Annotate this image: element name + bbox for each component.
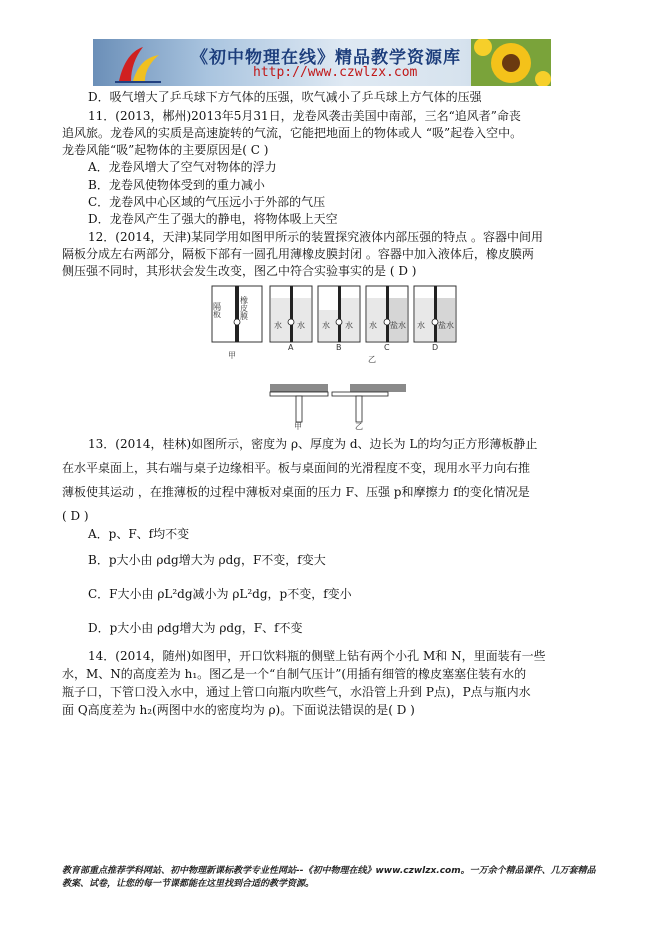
question-13-answer: ( D ) bbox=[62, 509, 89, 523]
figure-12-jia bbox=[212, 286, 262, 360]
question-14-line1: 14．(2014，随州)如图甲，开口饮料瓶的侧壁上钻有两个小孔 M和 N，里面装有一些 bbox=[88, 649, 546, 663]
option-c-q11: C．龙卷风中心区域的气压远小于外部的气压 bbox=[88, 195, 326, 209]
figure-12-option-b bbox=[318, 286, 360, 352]
banner-url[interactable]: http://www.czwlzx.com bbox=[253, 65, 418, 80]
question-12-line3: 侧压强不同时，其形状会发生改变，图乙中符合实验事实的是 ( D ) bbox=[62, 264, 417, 278]
label-water-a1: 水 bbox=[274, 321, 282, 330]
caption-13-yi: 乙 bbox=[355, 422, 363, 430]
question-12-line1: 12．(2014，天津)某同学用如图甲所示的装置探究液体内部压强的特点 。容器中间用 bbox=[88, 230, 543, 244]
option-d-q10: D．吸气增大了乒乓球下方气体的压强，吹气减小了乒乓球上方气体的压强 bbox=[88, 90, 482, 104]
label-salt-water-c: 盐水 bbox=[390, 321, 406, 330]
label-water-c: 水 bbox=[369, 321, 377, 330]
label-water-a2: 水 bbox=[297, 321, 305, 330]
header-banner bbox=[93, 39, 551, 86]
question-13-line2: 在水平桌面上，其右端与桌子边缘相平。板与桌面间的光滑程度不变，现用水平力向右推 bbox=[62, 461, 531, 475]
figure-12-option-a bbox=[270, 286, 312, 352]
option-d-q11: D．龙卷风产生了强大的静电，将物体吸上天空 bbox=[88, 212, 338, 226]
label-rubber-membrane: 橡皮膜 bbox=[239, 296, 249, 320]
label-salt-water-d: 盐水 bbox=[438, 321, 454, 330]
question-12-line2: 隔板分成左右两部分，隔板下部有一圆孔用薄橡皮膜封闭 。容器中加入液体后，橡皮膜两 bbox=[62, 247, 534, 261]
page-footer: 教育部重点推荐学科网站、初中物理新课标教学专业性网站--《初中物理在线》www.czwlzx.com。一万余个精品课件、几万套精品教案、试卷，让您的每一节课都能在这里找到合适的教学资源。 bbox=[62, 866, 596, 889]
question-11-line2: 追风旅。龙卷风的实质是高速旋转的气流，它能把地面上的物体或人 “吸”起卷入空中。 bbox=[62, 126, 523, 140]
label-b: B bbox=[336, 343, 342, 352]
label-partition: 隔板 bbox=[212, 302, 222, 318]
question-11-line1: 11．(2013，郴州)2013年5月31日，龙卷风袭击美国中南部，三名“追风者”命丧 bbox=[88, 109, 521, 123]
label-water-b1: 水 bbox=[322, 321, 330, 330]
option-b-q11: B．龙卷风使物体受到的重力减小 bbox=[88, 178, 265, 192]
question-14-line4: 面 Q高度差为 h₂(两图中水的密度均为 ρ)。下面说法错误的是( D ) bbox=[62, 703, 415, 717]
figure-12-option-c bbox=[366, 286, 408, 352]
label-d: D bbox=[432, 343, 439, 352]
option-b-q13: B．p大小由 ρdg增大为 ρdg，F不变，f变大 bbox=[88, 553, 326, 567]
banner-title: 《初中物理在线》精品教学资源库 bbox=[191, 48, 461, 68]
figure-12 bbox=[208, 284, 468, 364]
label-c: C bbox=[384, 343, 390, 352]
label-water-b2: 水 bbox=[345, 321, 353, 330]
figure-13-jia bbox=[270, 384, 328, 430]
caption-jia: 甲 bbox=[228, 351, 236, 360]
question-14-line3: 瓶子口，下管口没入水中，通过上管口向瓶内吹些气，水沿管上升到 P点)，P点与瓶内水 bbox=[62, 685, 531, 699]
option-d-q13: D．p大小由 ρdg增大为 ρdg，F、f不变 bbox=[88, 621, 303, 635]
question-14-line2: 水，M、N的高度差为 h₁。图乙是一个“自制气压计”(用插有细管的橡皮塞塞住装有水的 bbox=[62, 667, 527, 681]
site-logo-icon bbox=[113, 43, 163, 83]
question-13-line1: 13．(2014，桂林)如图所示，密度为 ρ、厚度为 d、边长为 L的均匀正方形薄板静止 bbox=[88, 437, 538, 451]
figure-13 bbox=[268, 380, 408, 430]
question-13-line3: 薄板使其运动 ，在推薄板的过程中薄板对桌面的压力 F、压强 p和摩擦力 f的变化情况是 bbox=[62, 485, 530, 499]
label-water-d: 水 bbox=[417, 321, 425, 330]
sunflower-icon bbox=[471, 39, 551, 86]
caption-13-jia: 甲 bbox=[294, 422, 302, 430]
option-a-q11: A．龙卷风增大了空气对物体的浮力 bbox=[88, 160, 277, 174]
caption-yi: 乙 bbox=[368, 355, 376, 364]
label-a: A bbox=[288, 343, 294, 352]
option-c-q13: C．F大小由 ρL²dg减小为 ρL²dg，p不变，f变小 bbox=[88, 587, 352, 601]
question-11-line3: 龙卷风能“吸”起物体的主要原因是( C ) bbox=[62, 143, 269, 157]
option-a-q13: A．p、F、f均不变 bbox=[88, 527, 190, 541]
figure-13-yi bbox=[332, 384, 406, 430]
